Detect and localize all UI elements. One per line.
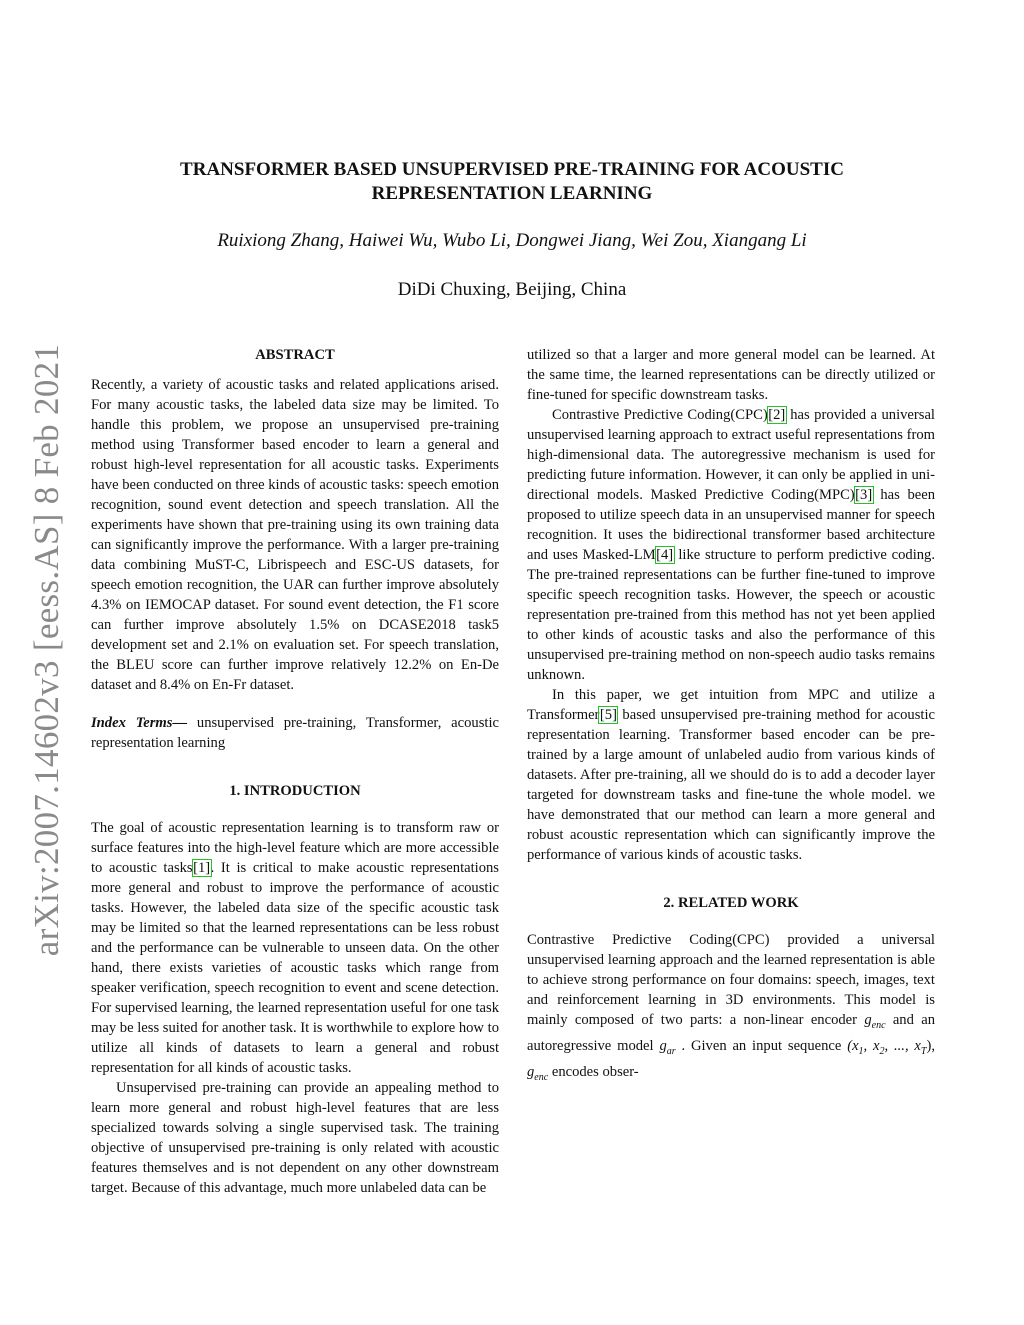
intro-p3-text-d: like structure to perform predictive coding. The pre-trained representations can be further fine-tuned to improve specific speech recognition tasks. However, the speech or acoustic representation pre-trained from this method has not yet been applied to other kinds of acoustic tasks and also the performance of this unsupervised pre-training method on non-speech audio tasks remains unknown. [527,547,935,683]
intro-p4-text-a: In this paper, we get intuition from MPC and utilize a Transformer [527,687,935,723]
intro-p3-text-c: has been proposed to utilize speech data in an unsupervised manner for speech recognition. It uses the bidirectional transformer based architecture and uses Masked-LM [527,487,935,563]
math-enc-subscript-2: enc [534,1071,549,1083]
math-seq-sub-t: T [920,1045,927,1057]
related-paragraph-1 [527,930,935,1088]
math-seq-close: ) [926,1037,932,1054]
intro-p3-text-b: has provided a universal unsupervised learning approach to extract useful representations from high-dimensional data. The autoregressive mechanism is used for predicting future information. However, it can only be applied in uni-directional models. Masked Predictive Coding(MPC) [527,407,935,503]
left-column [91,345,499,1198]
related-p1-text-b: and an autoregressive model [527,1012,935,1054]
related-p1-text-d: , [931,1037,935,1054]
abstract-text: Recently, a variety of acoustic tasks and related applications arised. For many acoustic tasks, the labeled data size may be limited. To handle this problem, we propose an unsupervised pre-training method using Transformer based encoder to learn a general and robust high-level representation for all acoustic tasks. Experiments have been conducted on three kinds of acoustic tasks: speech emotion recognition, sound event detection and speech translation. All the experiments have shown that pre-training using its own training data can significantly improve the performance. With a larger pre-training data combining MuST-C, Librispeech and ESC-US datasets, for speech emotion recognition, the UAR can further improve absolutely 4.3% on IEMOCAP dataset. For sound event detection, the F1 score can further improve absolutely 1.5% on DCASE2018 task5 development set and 2.1% on evaluation set. For speech translation, the BLEU score can further improve relatively 12.2% on En-De dataset and 8.4% on En-Fr dataset. [91,377,499,693]
math-g-enc-2: g [527,1063,535,1080]
math-seq-sub-1: 1 [858,1045,864,1057]
math-seq-open: (x [847,1037,859,1054]
related-p1-text-c: . Given an input sequence [675,1037,848,1054]
affiliation: DiDi Chuxing, Beijing, China [397,279,627,300]
title-line-1: TRANSFORMER BASED UNSUPERVISED PRE-TRAINING FOR ACOUSTIC [180,159,844,180]
citation-1-link[interactable]: [1] [193,860,211,876]
index-terms-label: Index Terms— [91,715,188,731]
intro-p3-text-a: Contrastive Predictive Coding(CPC) [552,407,768,423]
title-line-2: REPRESENTATION LEARNING [371,183,653,204]
index-terms [91,713,499,753]
math-g-ar: g [659,1037,667,1054]
intro-p1-text-a: The goal of acoustic representation learning is to transform raw or surface features into the high-level feature which are more accessible to acoustic tasks [91,820,499,876]
math-seq-x2: , x [863,1037,880,1054]
intro-paragraph-3 [527,405,935,685]
abstract-heading: ABSTRACT [255,347,335,363]
introduction-heading: 1. INTRODUCTION [229,783,361,799]
intro-paragraph-1 [91,818,499,1078]
math-enc-subscript: enc [871,1019,886,1031]
math-g-enc: g [864,1012,872,1028]
author-list: Ruixiong Zhang, Haiwei Wu, Wubo Li, Dongwei Jiang, Wei Zou, Xiangang Li [217,230,807,251]
paper-title [120,158,904,206]
math-ar-subscript: ar [666,1045,676,1057]
citation-3-link[interactable]: [3] [855,487,873,503]
arxiv-identifier: arXiv:2007.14602v3 [eess.AS] 8 Feb 2021 [27,343,66,957]
math-seq-xt: , ..., x [884,1037,921,1054]
intro-paragraph-2: Unsupervised pre-training can provide an appealing method to learn more general and robust high-level features that are less specialized towards solving a single supervised task. The training objective of unsupervised pre-training is only related with acoustic features themselves and is not dependent on any other downstream target. Because of this advantage, much more unlabeled data can be [91,1080,499,1196]
citation-4-link[interactable]: [4] [656,547,674,563]
math-seq-sub-2: 2 [879,1045,885,1057]
related-p1-text-a: Contrastive Predictive Coding(CPC) provided a universal unsupervised learning approach and the learned representation is able to achieve strong performance on four domains: speech, images, text and reinforcement learning in 3D environments. This model is mainly composed of two parts: a non-linear encoder [527,932,935,1028]
related-p1-text-e: encodes obser- [548,1063,639,1080]
related-work-heading: 2. RELATED WORK [663,895,799,911]
right-column [527,345,935,1088]
citation-5-link[interactable]: [5] [599,707,617,723]
index-terms-text: unsupervised pre-training, Transformer, acoustic representation learning [91,715,499,751]
intro-paragraph-2-continued: utilized so that a larger and more general model can be learned. At the same time, the learned representations can be directly utilized or fine-tuned for specific downstream tasks. [527,347,935,403]
citation-2-link[interactable]: [2] [768,407,786,423]
intro-p1-text-b: . It is critical to make acoustic representations more general and robust to improve the performance of acoustic tasks. However, the labeled data size of the specific acoustic task may be limited so that the learned representations can be less robust and the performance can be vulnerable to unseen data. On the other hand, there exists varieties of acoustic tasks which range from speaker verification, speech recognition to event and scene detection. For supervised learning, the learned representation useful for one task may be less suited for another task. It is worthwhile to explore how to utilize all kinds of datasets to learn a general and robust representation for all kinds of acoustic tasks. [91,860,499,1076]
intro-paragraph-4 [527,685,935,865]
intro-p4-text-b: based unsupervised pre-training method for acoustic representation learning. Transformer based encoder can be pre-trained by a large amount of unlabeled audio from various kinds of datasets. After pre-training, all we should do is to add a decoder layer targeted for downstream tasks and fine-tune the whole model. we have demonstrated that our method can learn a more general and robust acoustic representation which can significantly improve the performance of various kinds of acoustic tasks. [527,707,935,863]
